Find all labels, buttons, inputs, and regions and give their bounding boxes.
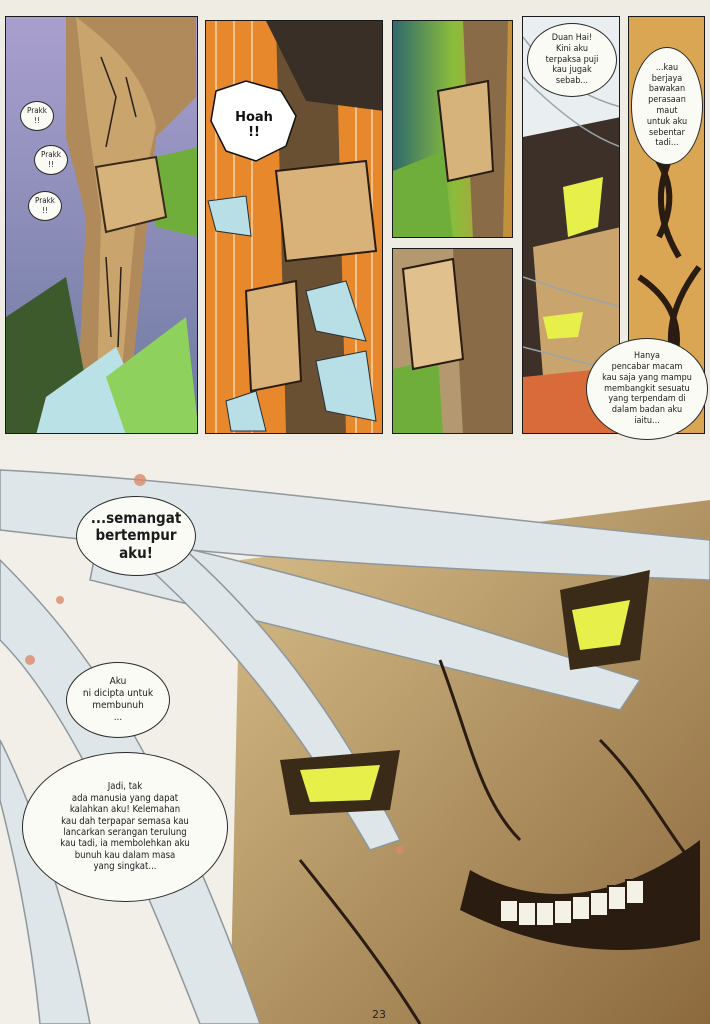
panel-2-art [206,21,383,434]
panel-1-art [6,17,198,434]
sfx-prakk-1: Prakk !! [20,101,54,131]
panel-4 [392,248,513,434]
speech-kau-berjaya: ...kau berjaya bawakan perasaan maut untuk aku sebentar tadi... [631,47,703,165]
speech-aku-dicipta: Aku ni dicipta untuk membunuh ... [66,662,170,738]
speech-jadi-tak-ada: Jadi, tak ada manusia yang dapat kalahkan aku! Kelemahan kau dah terpapar semasa kau lancarkan serangan terulung kau tadi, ia membolehkan aku bunuh kau dalam masa yang singkat... [22,752,228,902]
panel-3-art [393,21,513,238]
speech-duan-hai: Duan Hai! Kini aku terpaksa puji kau jugak sebab... [527,23,617,97]
panel-7 [0,440,710,1024]
shout-hoah: Hoah !! [235,110,273,140]
panel-3 [392,20,513,238]
page-number: 23 [372,1008,386,1021]
sfx-prakk-3: Prakk !! [28,191,62,221]
sfx-prakk-2: Prakk !! [34,145,68,175]
panel-2 [205,20,383,434]
panel-1 [5,16,198,434]
panel-4-art [393,249,513,434]
speech-semangat-bertempur: ...semangat bertempur aku! [76,496,196,576]
speech-hanya-pencabar: Hanya pencabar macam kau saja yang mampu membangkit sesuatu yang terpendam di dalam badan aku iaitu... [586,338,708,440]
